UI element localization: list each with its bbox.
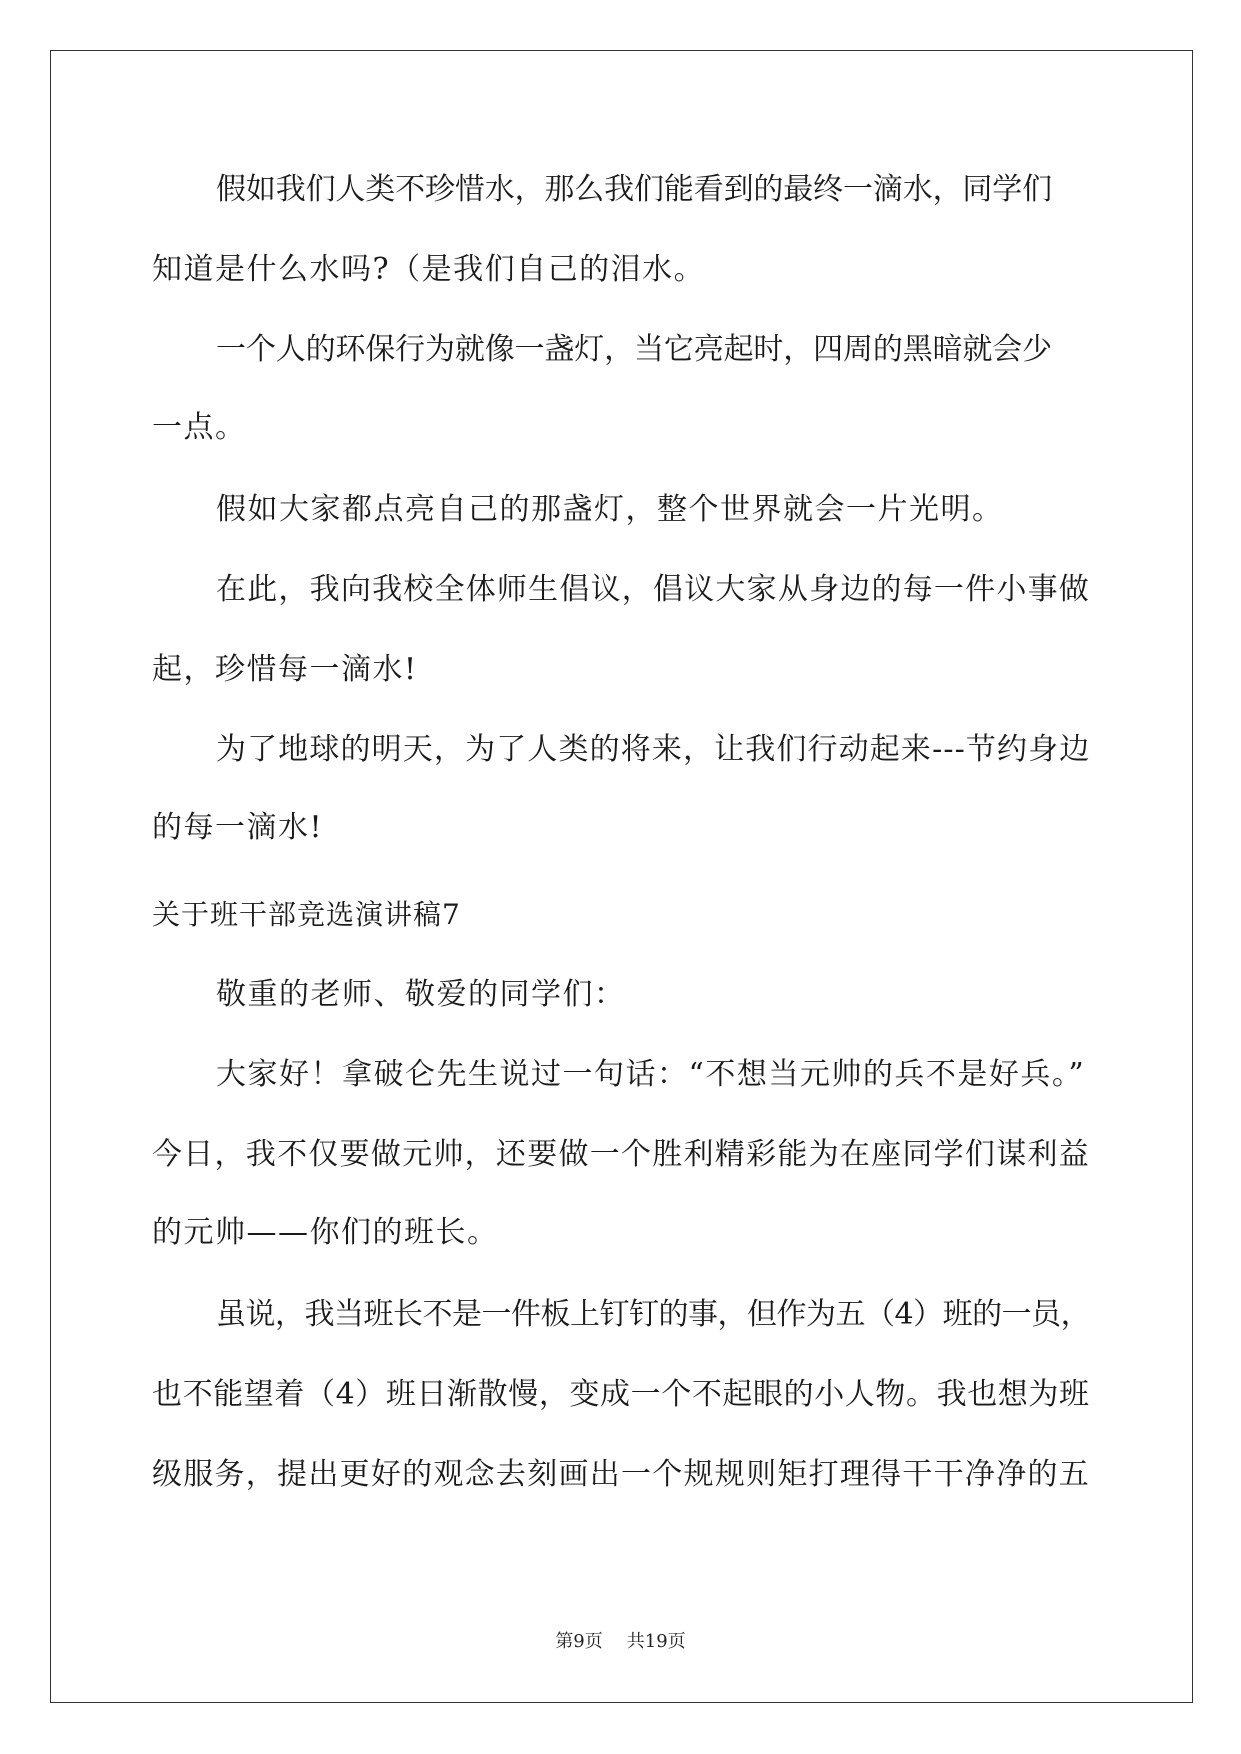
paragraph-line-1: 假如我们人类不珍惜水，那么我们能看到的最终一滴水，同学们 bbox=[216, 172, 1052, 207]
paragraph-line-16: 也不能望着（4）班日渐散慢，变成一个不起眼的小人物。我也想为班 bbox=[152, 1377, 1090, 1412]
page-number: 第9页 bbox=[555, 1631, 603, 1652]
paragraph-line-15: 虽说，我当班长不是一件板上钉钉的事，但作为五（4）班的一员， bbox=[216, 1297, 1091, 1332]
paragraph-line-13: 今日，我不仅要做元帅，还要做一个胜利精彩能为在座同学们谋利益 bbox=[152, 1137, 1090, 1172]
page-footer bbox=[0, 1630, 1241, 1654]
paragraph-line-5: 假如大家都点亮自己的那盏灯，整个世界就会一片光明。 bbox=[216, 492, 1004, 527]
paragraph-line-14: 的元帅——你们的班长。 bbox=[152, 1215, 499, 1250]
paragraph-line-11: 敬重的老师、敬爱的同学们： bbox=[216, 977, 626, 1012]
paragraph-line-17: 级服务，提出更好的观念去刻画出一个规规则矩打理得干干净净的五 bbox=[152, 1457, 1090, 1492]
paragraph-line-12: 大家好！拿破仑先生说过一句话：“不想当元帅的兵不是好兵。” bbox=[216, 1057, 1086, 1092]
page-total: 共19页 bbox=[626, 1631, 686, 1652]
paragraph-line-8: 为了地球的明天，为了人类的将来，让我们行动起来---节约身边 bbox=[216, 732, 1091, 767]
paragraph-line-4: 一点。 bbox=[152, 410, 247, 445]
paragraph-line-2: 知道是什么水吗?（是我们自己的泪水。 bbox=[152, 252, 706, 287]
paragraph-line-6: 在此，我向我校全体师生倡议，倡议大家从身边的每一件小事做 bbox=[216, 572, 1090, 607]
paragraph-line-9: 的每一滴水! bbox=[152, 810, 324, 845]
paragraph-line-3: 一个人的环保行为就像一盏灯，当它亮起时，四周的黑暗就会少 bbox=[216, 332, 1052, 367]
paragraph-line-7: 起，珍惜每一滴水! bbox=[152, 652, 418, 687]
section-heading: 关于班干部竞选演讲稿7 bbox=[152, 898, 461, 931]
